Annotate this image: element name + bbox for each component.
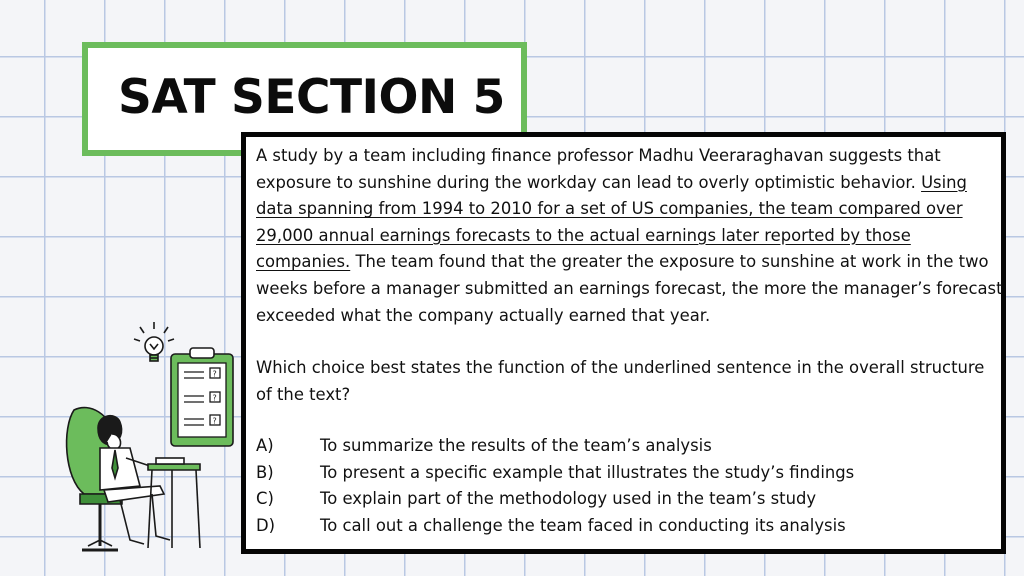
passage bbox=[256, 143, 1006, 329]
choice-text: To summarize the results of the team’s analysis bbox=[320, 436, 712, 455]
answer-choice-c[interactable] bbox=[256, 486, 996, 513]
passage-intro: A study by a team including finance professor Madhu Veeraraghavan suggests that exposure to sunshine during the workday can lead to overly optimistic behavior. bbox=[256, 146, 941, 192]
answer-choice-a[interactable] bbox=[256, 433, 996, 460]
question-prompt: Which choice best states the function of the underlined sentence in the overall structure of the text? bbox=[256, 358, 985, 404]
choice-letter: D) bbox=[256, 515, 276, 535]
choice-letter: C) bbox=[256, 489, 274, 509]
answer-choice-d[interactable] bbox=[256, 513, 996, 540]
choice-letter: B) bbox=[256, 462, 274, 482]
page-title: SAT SECTION 5 bbox=[118, 70, 505, 125]
checklist-mark: ? bbox=[212, 369, 217, 379]
answer-choices bbox=[256, 433, 996, 539]
lightbulb-icon bbox=[134, 322, 174, 361]
choice-text: To call out a challenge the team faced in conducting its analysis bbox=[320, 515, 846, 535]
checklist-mark: ? bbox=[212, 393, 217, 403]
choice-text: To present a specific example that illustrates the study’s findings bbox=[320, 462, 855, 482]
passage-underlined-sentence: Using data spanning from 1994 to 2010 for a set of US companies, the team compared over 29,000 annual earnings forecasts to the actual earnings later reported by those companies. bbox=[256, 172, 967, 272]
clipboard-checklist-icon bbox=[171, 348, 233, 446]
answer-choice-b[interactable] bbox=[256, 460, 996, 487]
passage-rest: The team found that the greater the exposure to sunshine at work in the two weeks before a manager submitted an earnings forecast, the more the manager’s forecast exceeded what the company actually earned that year. bbox=[256, 252, 1003, 325]
study-illustration bbox=[60, 318, 240, 568]
choice-text: To explain part of the methodology used in the team’s study bbox=[320, 489, 817, 509]
question-card bbox=[241, 132, 1006, 554]
choice-letter: A) bbox=[256, 436, 274, 455]
checklist-mark: ? bbox=[212, 416, 217, 426]
